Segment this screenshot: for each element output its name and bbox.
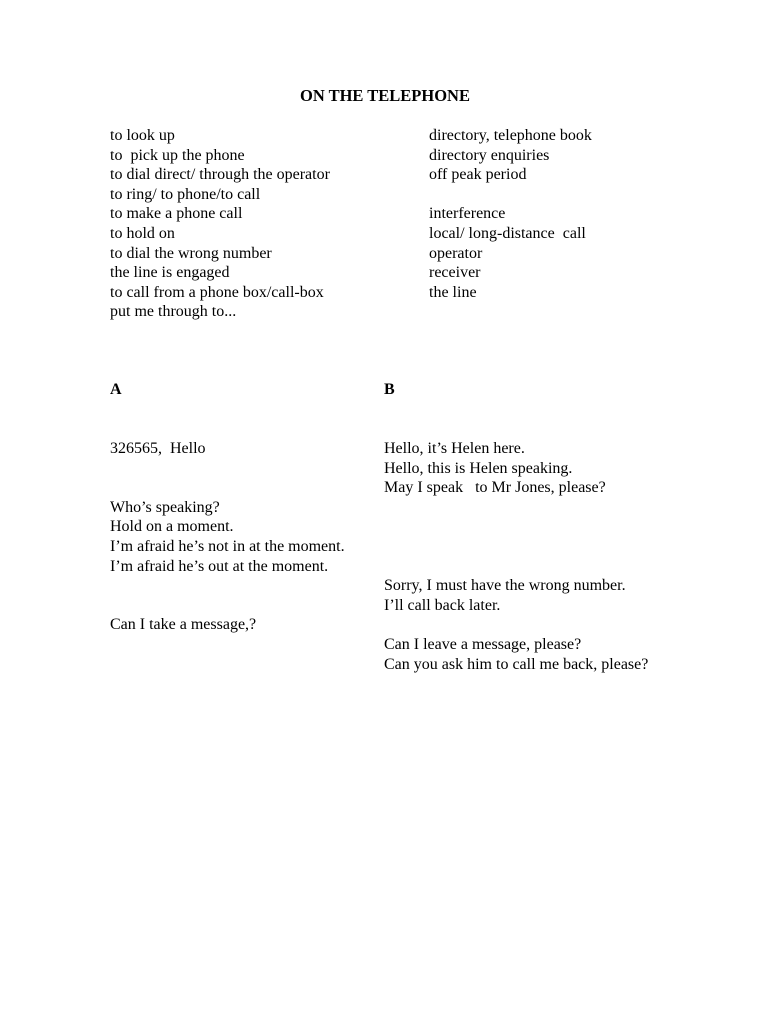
vocab-item: put me through to... [110, 303, 237, 321]
vocab-item: to dial the wrong number [110, 244, 272, 262]
dialogue-line [384, 615, 648, 635]
vocab-item: directory enquiries [429, 146, 550, 164]
dialogue-line: I’m afraid he’s out at the moment. [110, 557, 329, 575]
vocabulary-nouns-column [429, 126, 592, 302]
dialogue-line [110, 596, 345, 616]
vocabulary-verbs-column [110, 126, 330, 322]
speaker-a-heading: A [110, 381, 122, 398]
dialogue-line: Can you ask him to call me back, please? [384, 655, 649, 673]
vocab-item: off peak period [429, 166, 527, 184]
vocab-item: to look up [110, 127, 175, 144]
dialogue-line [384, 517, 648, 537]
dialogue-line: Sorry, I must have the wrong number. [384, 577, 626, 595]
page-title: ON THE TELEPHONE [300, 86, 470, 105]
dialogue-line: Can I leave a message, please? [384, 635, 582, 653]
dialogue-line: Can I take a message,? [110, 616, 257, 634]
vocab-item: to make a phone call [110, 205, 243, 223]
vocab-item: receiver [429, 264, 481, 282]
vocab-item: directory, telephone book [429, 127, 592, 144]
vocab-item: the line [429, 283, 477, 301]
dialogue-line: I’m afraid he’s not in at the moment. [110, 537, 345, 555]
dialogue-line [110, 576, 345, 596]
vocab-item: to ring/ to phone/to call [110, 185, 261, 203]
vocab-item: local/ long-distance call [429, 224, 586, 242]
vocab-item: the line is engaged [110, 264, 230, 282]
dialogue-line [384, 537, 648, 557]
dialogue-line: Hello, it’s Helen here. [384, 440, 525, 457]
vocab-item: to hold on [110, 224, 175, 242]
dialogue-line [110, 478, 345, 498]
dialogue-line: Hold on a moment. [110, 518, 234, 536]
dialogue-line: 326565, Hello [110, 440, 206, 457]
dialogue-line [110, 459, 345, 479]
vocab-item: interference [429, 205, 506, 223]
vocab-item [429, 185, 592, 205]
vocab-item: to pick up the phone [110, 146, 245, 164]
vocab-item: to call from a phone box/call-box [110, 283, 324, 301]
dialogue-line [384, 557, 648, 577]
dialogue-line: I’ll call back later. [384, 596, 501, 614]
speaker-a-column [110, 439, 345, 635]
vocab-item: operator [429, 244, 483, 262]
speaker-b-column [384, 439, 648, 674]
speaker-b-heading: B [384, 381, 395, 398]
dialogue-line [384, 498, 648, 518]
dialogue-line: May I speak to Mr Jones, please? [384, 479, 606, 497]
dialogue-line: Hello, this is Helen speaking. [384, 459, 573, 477]
vocab-item: to dial direct/ through the operator [110, 166, 330, 184]
dialogue-line: Who’s speaking? [110, 498, 220, 516]
